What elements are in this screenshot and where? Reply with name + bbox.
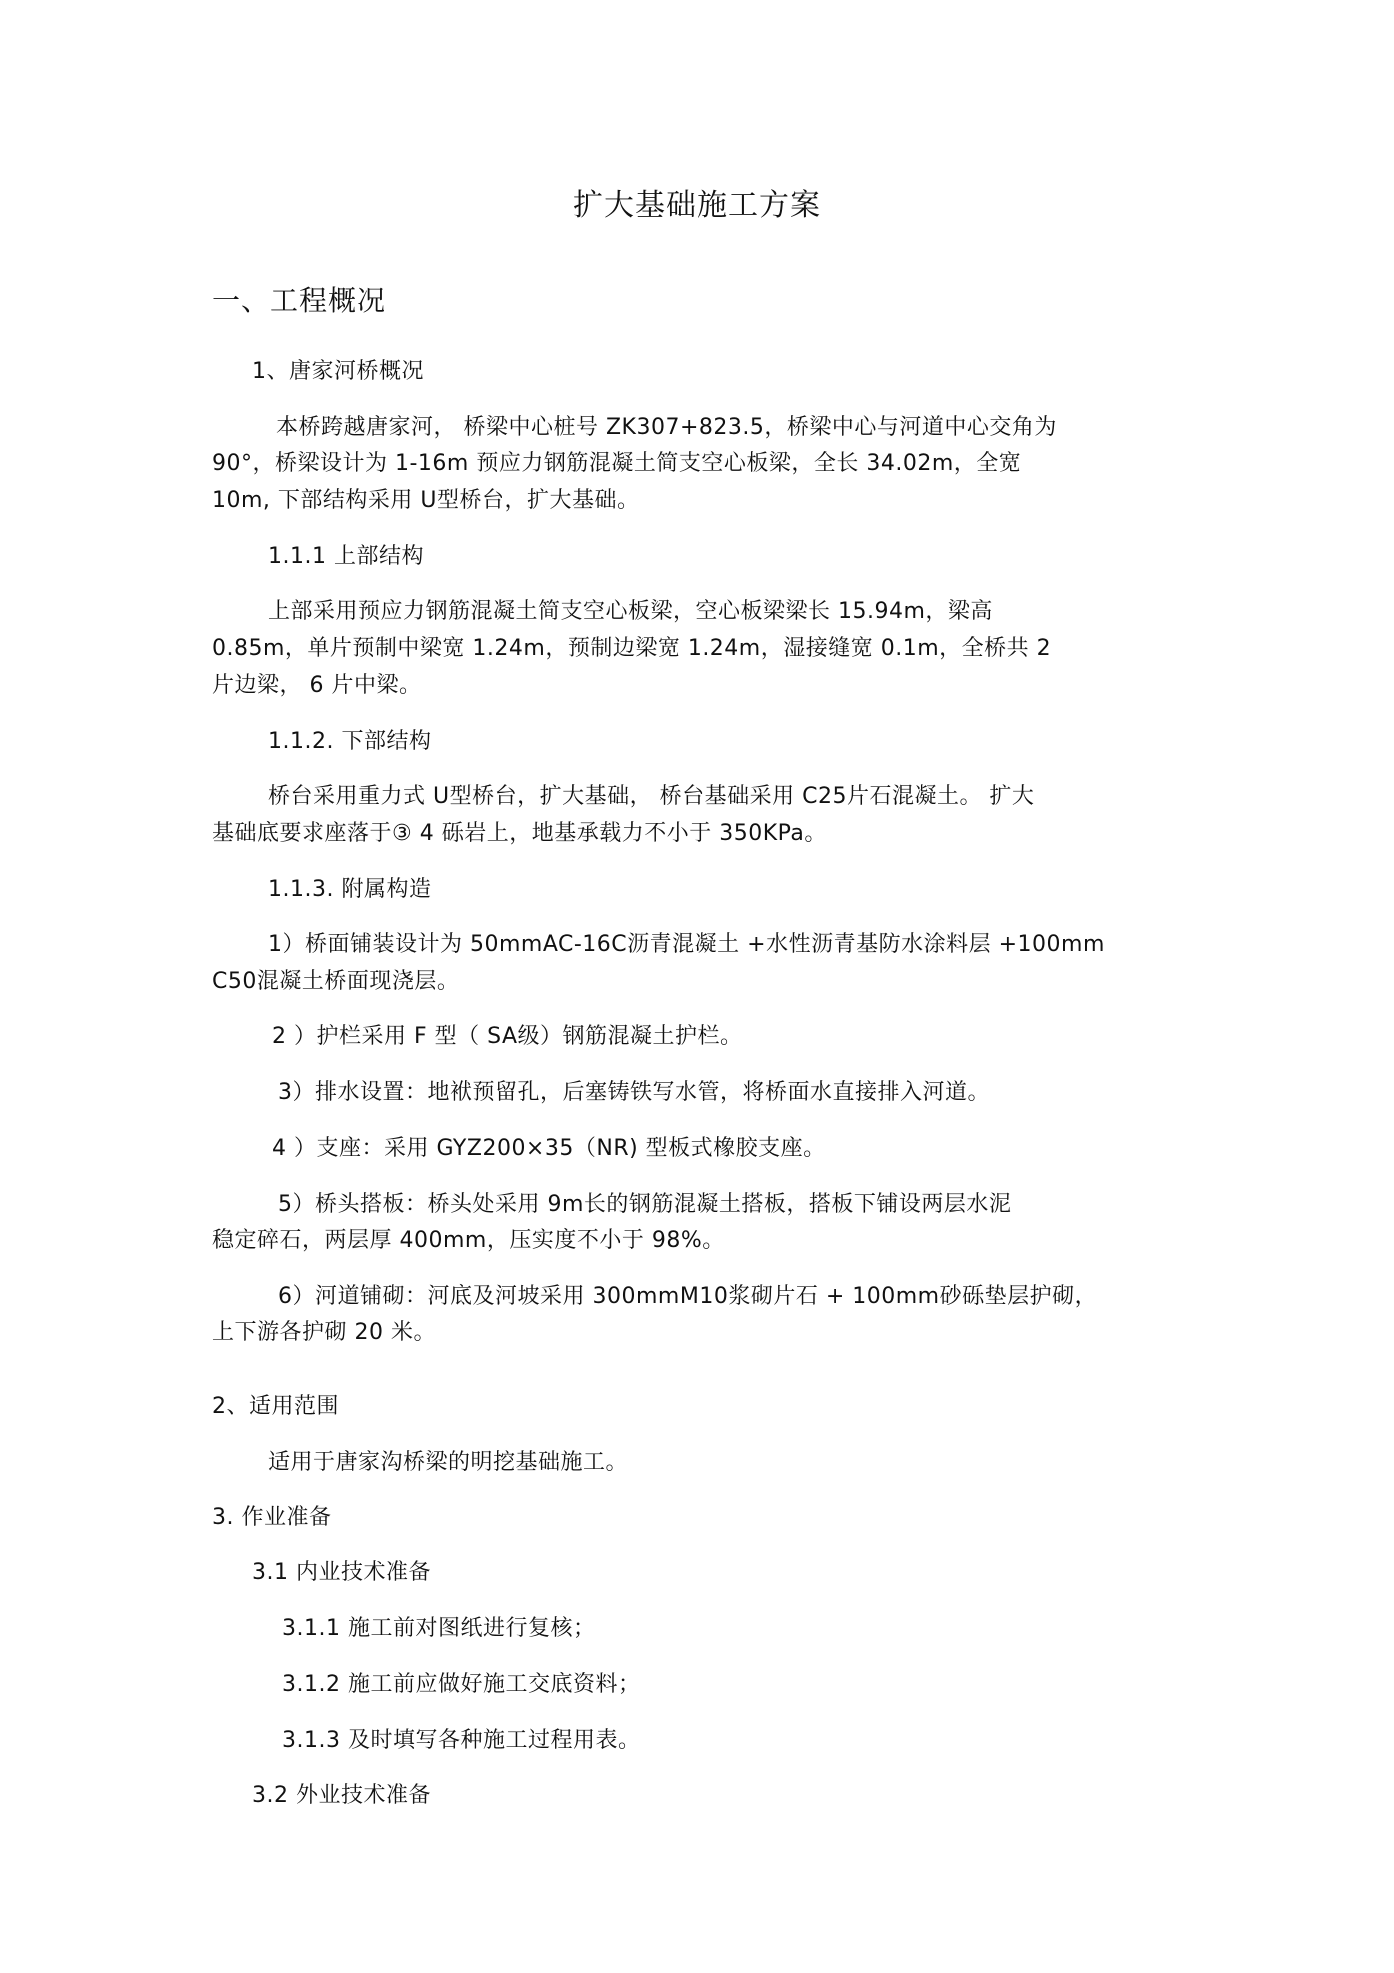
lower-structure-line: 桥台采用重力式 U型桥台，扩大基础， 桥台基础采用 C25片石混凝土。 扩大 <box>268 784 1035 809</box>
subsection-111-heading: 1.1.1 上部结构 <box>268 544 424 569</box>
accessory-item: 2 ）护栏采用 F 型（ SA级）钢筋混凝土护栏。 <box>272 1024 743 1049</box>
internal-prep-item: 3.1.1 施工前对图纸进行复核； <box>282 1616 596 1641</box>
accessory-item: 上下游各护砌 20 米。 <box>212 1320 436 1345</box>
accessory-item: 3）排水设置：地袱预留孔，后塞铸铁写水管，将桥面水直接排入河道。 <box>278 1080 990 1105</box>
upper-structure-line: 0.85m，单片预制中梁宽 1.24m，预制边梁宽 1.24m，湿接缝宽 0.1m，全桥共 2 <box>212 636 1052 661</box>
overview-line: 10m, 下部结构采用 U型桥台，扩大基础。 <box>212 488 640 513</box>
accessory-item: 1）桥面铺装设计为 50mmAC-16C沥青混凝土 +水性沥青基防水涂料层 +100mm <box>268 932 1105 957</box>
overview-line: 90°，桥梁设计为 1-16m 预应力钢筋混凝土简支空心板梁，全长 34.02m，全宽 <box>212 451 1022 476</box>
section-3-heading: 3. 作业准备 <box>212 1505 332 1530</box>
upper-structure-line: 片边梁， 6 片中梁。 <box>212 673 422 698</box>
internal-prep-item: 3.1.2 施工前应做好施工交底资料； <box>282 1672 641 1697</box>
lower-structure-line: 基础底要求座落于③ 4 砾岩上，地基承载力不小于 350KPa。 <box>212 821 827 846</box>
section-2-body: 适用于唐家沟桥梁的明挖基础施工。 <box>268 1450 629 1475</box>
internal-prep-item: 3.1.3 及时填写各种施工过程用表。 <box>282 1728 641 1753</box>
accessory-item: 5）桥头搭板：桥头处采用 9m长的钢筋混凝土搭板，搭板下铺设两层水泥 <box>278 1192 1012 1217</box>
subsection-32-heading: 3.2 外业技术准备 <box>252 1783 431 1808</box>
subsection-113-heading: 1.1.3. 附属构造 <box>268 877 432 902</box>
subsection-112-heading: 1.1.2. 下部结构 <box>268 729 432 754</box>
subsection-31-heading: 3.1 内业技术准备 <box>252 1560 431 1585</box>
accessory-item: 稳定碎石，两层厚 400mm，压实度不小于 98%。 <box>212 1228 725 1253</box>
subsection-1-heading: 1、唐家河桥概况 <box>252 359 424 384</box>
accessory-item: 6）河道铺砌：河底及河坡采用 300mmM10浆砌片石 + 100mm砂砾垫层护砌， <box>278 1284 1098 1309</box>
upper-structure-line: 上部采用预应力钢筋混凝土简支空心板梁，空心板梁梁长 15.94m，梁高 <box>268 599 993 624</box>
section-2-heading: 2、适用范围 <box>212 1394 339 1419</box>
accessory-item: C50混凝土桥面现浇层。 <box>212 969 460 994</box>
overview-line: 本桥跨越唐家河， 桥梁中心桩号 ZK307+823.5，桥梁中心与河道中心交角为 <box>276 415 1057 440</box>
document-title: 扩大基础施工方案 <box>573 188 821 223</box>
accessory-item: 4 ）支座：采用 GYZ200×35（NR) 型板式橡胶支座。 <box>272 1136 826 1161</box>
section-1-heading: 一、工程概况 <box>212 284 387 317</box>
